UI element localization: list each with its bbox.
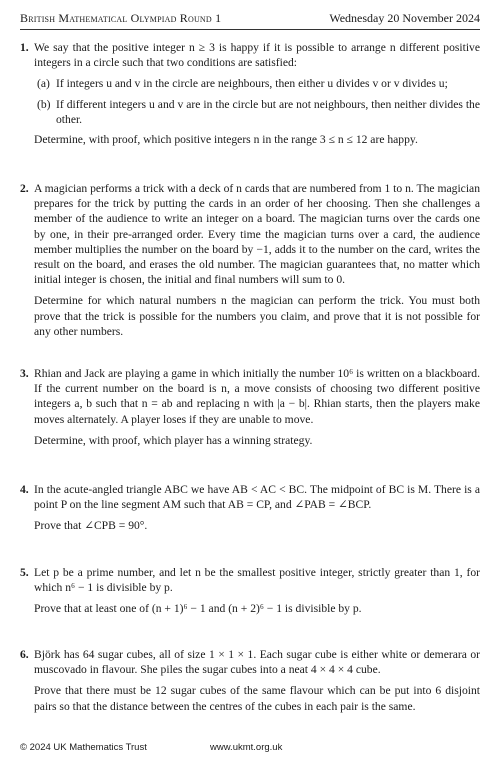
problem-2 <box>20 181 480 345</box>
problem-1 <box>20 40 480 153</box>
problem-4 <box>20 482 480 540</box>
problem-number: 2. <box>20 182 29 195</box>
problem-task: Determine for which natural numbers n the magician can perform the trick. You must both prove that the trick is possible for the numbers you claim, and prove that it is not possible for any other numbers. <box>34 294 480 338</box>
competition-title: British Mathematical Olympiad Round 1 <box>20 11 222 25</box>
problem-number: 3. <box>20 367 29 380</box>
problem-number: 1. <box>20 41 29 54</box>
condition-b <box>34 97 480 127</box>
problem-task: Prove that at least one of (n + 1)⁶ − 1 and (n + 2)⁶ − 1 is divisible by p. <box>34 602 362 616</box>
problem-intro: We say that the positive integer n ≥ 3 is happy if it is possible to arrange n different positive integers in a circle such that two conditions are satisfied: <box>34 41 480 70</box>
condition-text: If integers u and v in the circle are neighbours, then either u divides v or v divides u; <box>56 77 448 91</box>
problem-number: 5. <box>20 566 29 579</box>
problem-text: Let p be a prime number, and let n be the smallest positive integer, strictly greater than 1, for which n⁶ − 1 is divisible by p. <box>34 566 480 595</box>
condition-label: (b) <box>37 97 51 111</box>
problem-text: In the acute-angled triangle ABC we have AB < AC < BC. The midpoint of BC is M. There is a point P on the line segment AM such that AB = CP, and ∠PAB = ∠BCP. <box>34 483 480 512</box>
condition-label: (a) <box>37 77 50 91</box>
condition-text: If different integers u and v are in the circle but are not neighbours, then neither divides the other. <box>56 97 480 126</box>
problem-text: Björk has 64 sugar cubes, all of size 1 × 1 × 1. Each sugar cube is either white or demerara or muscovado in flavour. She piles the sugar cubes into a neat 4 × 4 × 4 cube. <box>34 648 480 677</box>
problem-task: Prove that there must be 12 sugar cubes of the same flavour which can be put into 6 disjoint pairs so that the distance between the centres of the cubes in each pair is the same. <box>34 684 480 713</box>
problem-task: Prove that ∠CPB = 90°. <box>34 519 148 533</box>
problem-task: Determine, with proof, which player has a winning strategy. <box>34 433 313 447</box>
problem-text: Rhian and Jack are playing a game in which initially the number 10⁶ is written on a blackboard. If the current number on the board is n, a move consists of choosing two different positive integers a, b such that n = ab and replacing n with |a − b|. Rhian starts, then the players make moves alternately. A player loses if they are unable to move. <box>34 367 480 426</box>
problem-number: 4. <box>20 483 29 496</box>
problem-text: A magician performs a trick with a deck of n cards that are numbered from 1 to n. The magician prepares for the trick by putting the cards in an order of her choosing. Then she challenges a member of the audience to write an integer on a board. The magician turns over the cards one by one, in their pre-arranged order. Every time the magician turns over a card, the audience member multiplies the number on the board by −1, adds it to the number on the card, writes the result on the board, and erases the old number. The magician guarantees that, no matter which initial integer is chosen, the initial and final numbers will sum to 0. <box>34 182 480 287</box>
problem-3 <box>20 366 480 454</box>
page-header <box>20 10 480 26</box>
website-url: www.ukmt.org.uk <box>210 742 283 753</box>
problem-number: 6. <box>20 648 29 661</box>
header-divider <box>20 29 480 30</box>
condition-a <box>34 76 480 91</box>
exam-date: Wednesday 20 November 2024 <box>329 11 480 25</box>
problem-6 <box>20 647 480 720</box>
problem-task: Determine, with proof, which positive integers n in the range 3 ≤ n ≤ 12 are happy. <box>34 133 418 147</box>
copyright-notice: © 2024 UK Mathematics Trust <box>20 742 147 753</box>
page-footer <box>20 741 480 755</box>
problem-5 <box>20 565 480 623</box>
